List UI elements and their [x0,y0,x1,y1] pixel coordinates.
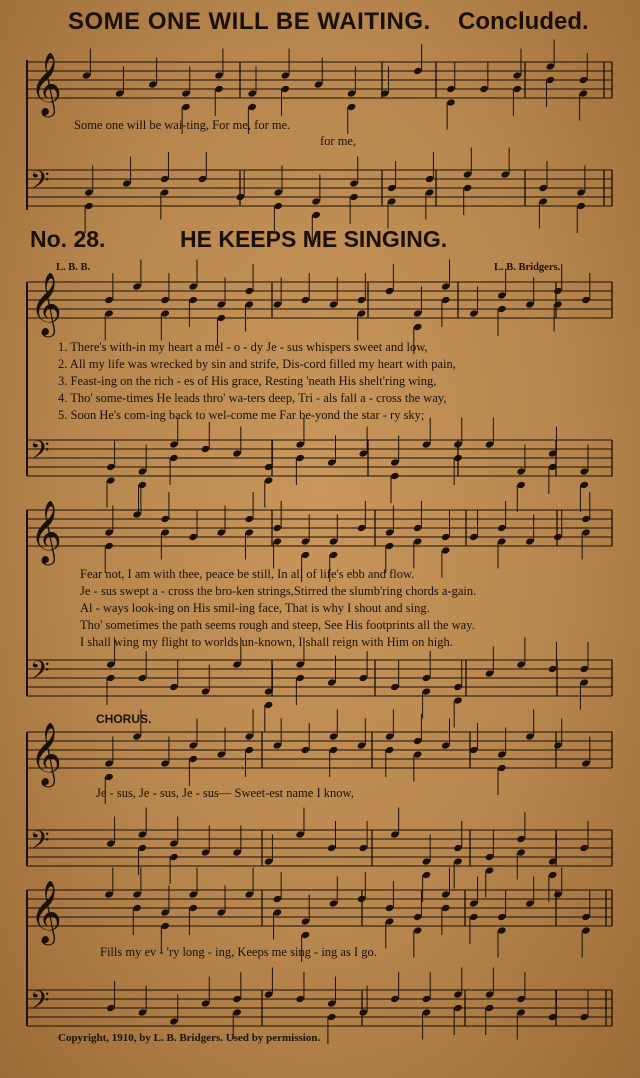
verse-line: Tho' sometimes the path seems rough and steep, See His footprints all the way. [80,618,475,632]
bass-clef: 𝄢 [30,826,50,862]
hymn-title: HE KEEPS ME SINGING. [180,226,448,252]
verse-line: 1. There's with-in my heart a mel - o - dy Je - sus whispers sweet and low, [58,340,428,354]
prev-song-lyric-line: Some one will be wai-ting, For me, for me. [74,118,291,132]
verse-line: 2. All my life was wrecked by sin and strife, Dis-cord filled my heart with pain, [58,357,456,371]
verse-line: Al - ways look-ing on His smil-ing face, That is why I shout and sing. [80,601,430,615]
bass-clef: 𝄢 [30,986,50,1022]
treble-clef: 𝄞 [30,880,62,943]
chorus-lyric-line: Je - sus, Je - sus, Je - sus— Sweet-est name I know, [96,786,354,800]
treble-clef: 𝄞 [30,722,62,785]
chorus-lyric-line: Fills my ev - 'ry long - ing, Keeps me sing - ing as I go. [100,945,377,959]
words-by: L. B. B. [56,262,91,273]
treble-clef: 𝄞 [30,500,62,563]
verse-line: 5. Soon He's com-ing back to wel-come me Far be-yond the star - ry sky; [58,408,425,422]
treble-clef: 𝄞 [30,272,62,335]
bass-clef: 𝄢 [30,656,50,692]
chorus-label: CHORUS. [96,712,152,726]
concluded-label: Concluded. [458,8,589,35]
copyright-notice: Copyright, 1910, by L. B. Bridgers. Used by permission. [58,1032,321,1044]
music-by: L. B. Bridgers. [494,262,561,273]
bass-clef: 𝄢 [30,436,50,472]
treble-clef: 𝄞 [30,52,62,115]
prev-song-lyric-line: for me, [320,134,357,148]
verse-line: 4. Tho' some-times He leads thro' wa-ters deep, Tri - als fall a - cross the way, [58,391,447,405]
bass-clef: 𝄢 [30,166,50,202]
previous-song-title: SOME ONE WILL BE WAITING. [68,8,431,35]
verse-line: Je - sus swept a - cross the bro-ken strings,Stirred the slumb'ring chords a-gain. [80,584,477,598]
verse-line: Fear not, I am with thee, peace be still, In all of life's ebb and flow. [80,567,415,581]
verse-line: 3. Feast-ing on the rich - es of His grace, Resting 'neath His shelt'ring wing, [58,374,437,388]
hymn-number: No. 28. [30,226,106,252]
verse-line: I shall wing my flight to worlds un-known, I shall reign with Him on high. [80,635,453,649]
